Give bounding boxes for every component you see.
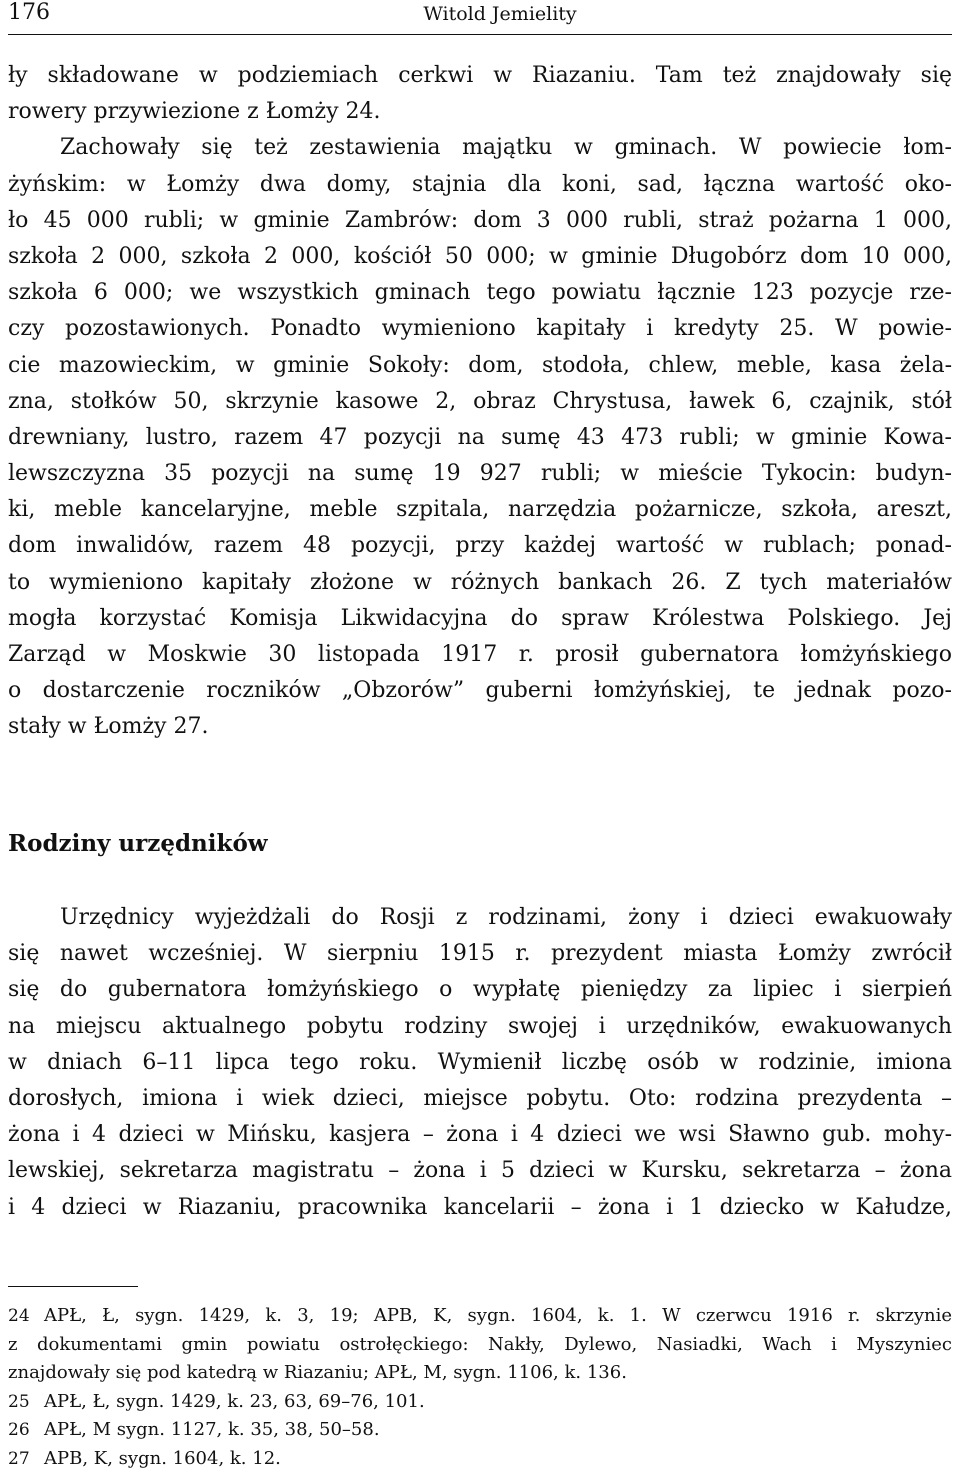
text-line: mogła korzystać Komisja Likwidacyjna do spraw Królestwa Polskiego. Jej bbox=[8, 605, 952, 631]
text-line: się nawet wcześniej. W sierpniu 1915 r. prezydent miasta Łomży zwrócił bbox=[8, 941, 952, 967]
header-rule bbox=[8, 34, 952, 35]
text-line: szkoła 2 000, szkoła 2 000, kościół 50 000; w gminie Długobórz dom 10 000, bbox=[8, 243, 952, 269]
text-line: Urzędnicy wyjeżdżali do Rosji z rodzinami, żony i dzieci ewakuowały bbox=[60, 905, 952, 930]
footnote-number: 24 bbox=[8, 1306, 30, 1326]
footnote-text: APB, K, sygn. 1604, k. 12. bbox=[44, 1447, 281, 1469]
text-line: ło 45 000 rubli; w gminie Zambrów: dom 3 000 rubli, straż pożarna 1 000, bbox=[8, 207, 952, 233]
text-line: w dniach 6–11 lipca tego roku. Wymienił liczbę osób w rodzinie, imiona bbox=[8, 1049, 952, 1075]
text-line: na miejscu aktualnego pobytu rodziny swojej i urzędników, ewakuowanych bbox=[8, 1013, 952, 1039]
text-line: się do gubernatora łomżyńskiego o wypłatę pieniędzy za lipiec i sierpień bbox=[8, 977, 952, 1003]
footnote-text: z dokumentami gmin powiatu ostrołęckiego: Nakły, Dylewo, Nasiadki, Wach i Myszyniec bbox=[8, 1333, 952, 1355]
text-line: ki, meble kancelaryjne, meble szpitala, narzędzia pożarnicze, szkoła, areszt, bbox=[8, 497, 952, 523]
text-line: dorosłych, imiona i wiek dzieci, miejsce pobytu. Oto: rodzina prezydenta – bbox=[8, 1085, 952, 1111]
text-line: to wymieniono kapitały złożone w różnych bankach 26. Z tych materiałów bbox=[8, 569, 952, 595]
footnote-text: APŁ, M sygn. 1127, k. 35, 38, 50–58. bbox=[44, 1419, 380, 1440]
text-line: żona i 4 dzieci w Mińsku, kasjera – żona i 4 dzieci we wsi Sławno gub. mohy- bbox=[8, 1122, 952, 1148]
text-line: Zarząd w Moskwie 30 listopada 1917 r. prosił gubernatora łomżyńskiego bbox=[8, 642, 952, 667]
footnote-text: APŁ, Ł, sygn. 1429, k. 23, 63, 69–76, 101. bbox=[44, 1390, 425, 1412]
text-line: zna, stołków 50, skrzynie kasowe 2, obraz Chrystusa, ławek 6, czajnik, stół bbox=[8, 388, 952, 414]
footnote-line bbox=[8, 1445, 952, 1474]
footnote-number: 26 bbox=[8, 1420, 30, 1440]
text-line: Zachowały się też zestawienia majątku w gminach. W powiecie łom- bbox=[60, 135, 952, 161]
text-line: cie mazowieckim, w gminie Sokoły: dom, stodoła, chlew, meble, kasa żela- bbox=[8, 352, 952, 378]
text-line: żyńskim: w Łomży dwa domy, stajnia dla koni, sad, łączna wartość oko- bbox=[8, 171, 952, 197]
text-line: czy pozostawionych. Ponadto wymieniono kapitały i kredyty 25. W powie- bbox=[8, 316, 952, 342]
text-line: rowery przywiezione z Łomży 24. bbox=[8, 99, 381, 125]
page-number: 176 bbox=[8, 0, 50, 25]
footnote-line bbox=[8, 1388, 952, 1417]
footnote-line bbox=[8, 1331, 952, 1360]
footnote-number: 25 bbox=[8, 1391, 30, 1412]
text-line: lewszczyzna 35 pozycji na sumę 19 927 rubli; w mieście Tykocin: budyn- bbox=[8, 461, 952, 487]
footnote-line bbox=[8, 1416, 952, 1445]
text-line: ły składowane w podziemiach cerkwi w Riazaniu. Tam też znajdowały się bbox=[8, 63, 952, 88]
footnote-text: APŁ, Ł, sygn. 1429, k. 3, 19; APB, K, sygn. 1604, k. 1. W czerwcu 1916 r. skrzynie bbox=[44, 1305, 952, 1326]
text-line: i 4 dzieci w Riazaniu, pracownika kancelarii – żona i 1 dziecko w Kałudze, bbox=[8, 1194, 952, 1220]
page-header bbox=[8, 0, 952, 30]
footnote-line bbox=[8, 1359, 952, 1388]
text-line: o dostarczenie roczników „Obzorów” guberni łomżyńskiej, te jednak pozo- bbox=[8, 678, 952, 704]
footnote-rule bbox=[8, 1286, 138, 1287]
body-text bbox=[8, 58, 952, 746]
footnote-line bbox=[8, 1302, 952, 1331]
footnote-text: znajdowały się pod katedrą w Riazaniu; APŁ, M, sygn. 1106, k. 136. bbox=[8, 1362, 627, 1383]
text-line: stały w Łomży 27. bbox=[8, 714, 209, 740]
text-line: drewniany, lustro, razem 47 pozycji na sumę 43 473 rubli; w gminie Kowa- bbox=[8, 424, 952, 450]
text-line: szkoła 6 000; we wszystkich gminach tego powiatu łącznie 123 pozycje rze- bbox=[8, 280, 952, 306]
footnotes bbox=[8, 1302, 952, 1473]
running-head: Witold Jemielity bbox=[423, 3, 577, 25]
text-line: lewskiej, sekretarza magistratu – żona i 5 dzieci w Kursku, sekretarza – żona bbox=[8, 1158, 952, 1184]
section-heading: Rodziny urzędników bbox=[8, 830, 268, 857]
section-body-text bbox=[8, 900, 952, 1226]
text-line: dom inwalidów, razem 48 pozycji, przy każdej wartość w rublach; ponad- bbox=[8, 533, 952, 559]
footnote-number: 27 bbox=[8, 1448, 30, 1469]
